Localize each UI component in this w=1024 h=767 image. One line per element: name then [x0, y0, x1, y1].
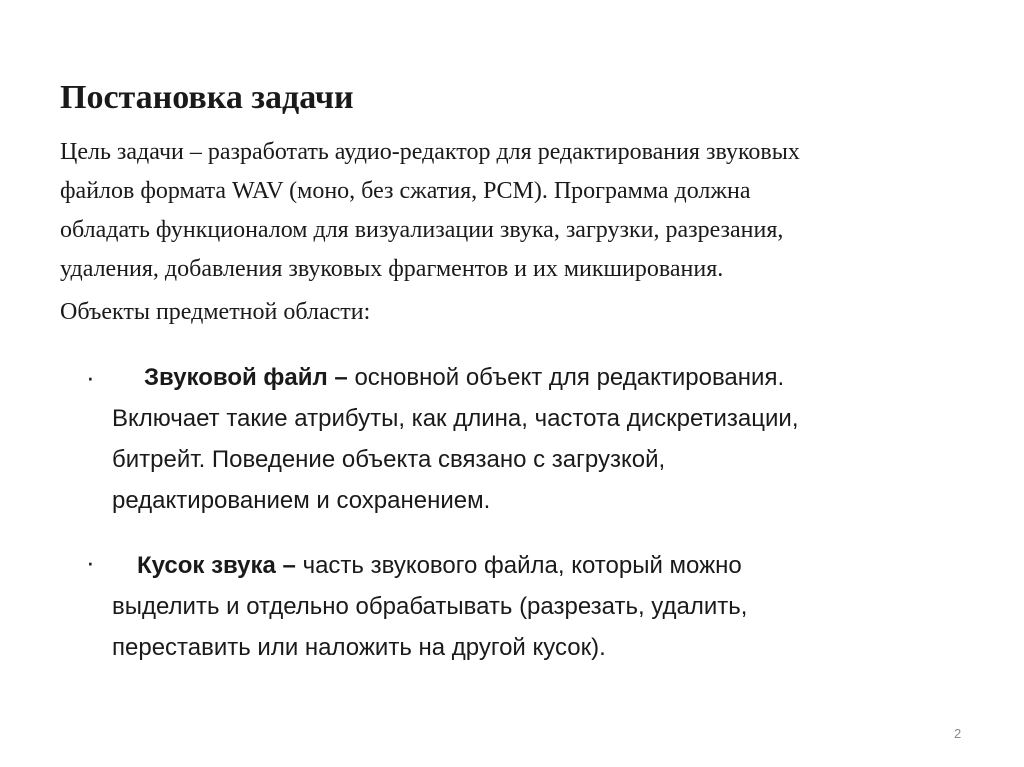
goal-line: обладать функционалом для визуализации звука, загрузки, разрезания, [60, 217, 784, 243]
bullet-text: основной объект для редактирования. [347, 364, 785, 391]
bullet-line: битрейт. Поведение объекта связано с загрузкой, [112, 446, 666, 473]
bullet-item-sound-chunk [112, 545, 747, 668]
bullet-line: Включает такие атрибуты, как длина, частота дискретизации, [112, 405, 799, 432]
objects-heading: Объекты предметной области: [60, 299, 371, 325]
goal-line: файлов формата WAV (моно, без сжатия, PCM). Программа должна [60, 178, 751, 204]
bullet-line: редактированием и сохранением. [112, 487, 491, 514]
bullet-line: переставить или наложить на другой кусок). [112, 634, 606, 661]
goal-line: Цель задачи – разработать аудио-редактор для редактирования звуковых [60, 139, 800, 165]
bullet-text: часть звукового файла, который можно [295, 552, 742, 579]
slide-title: Постановка задачи [60, 79, 354, 116]
bullet-item-sound-file [112, 357, 798, 521]
bullet-marker: · [86, 362, 95, 392]
bullet-line: выделить и отдельно обрабатывать (разрезать, удалить, [112, 593, 748, 620]
page-number: 2 [954, 726, 962, 741]
goal-paragraph [60, 133, 980, 289]
bullet-term: Звуковой файл – [144, 364, 348, 391]
goal-line: удаления, добавления звуковых фрагментов и их микширования. [60, 256, 724, 282]
bullet-marker: · [86, 547, 95, 577]
bullet-first-line [112, 357, 798, 398]
bullet-first-line [112, 545, 747, 586]
bullet-term: Кусок звука – [137, 552, 296, 579]
